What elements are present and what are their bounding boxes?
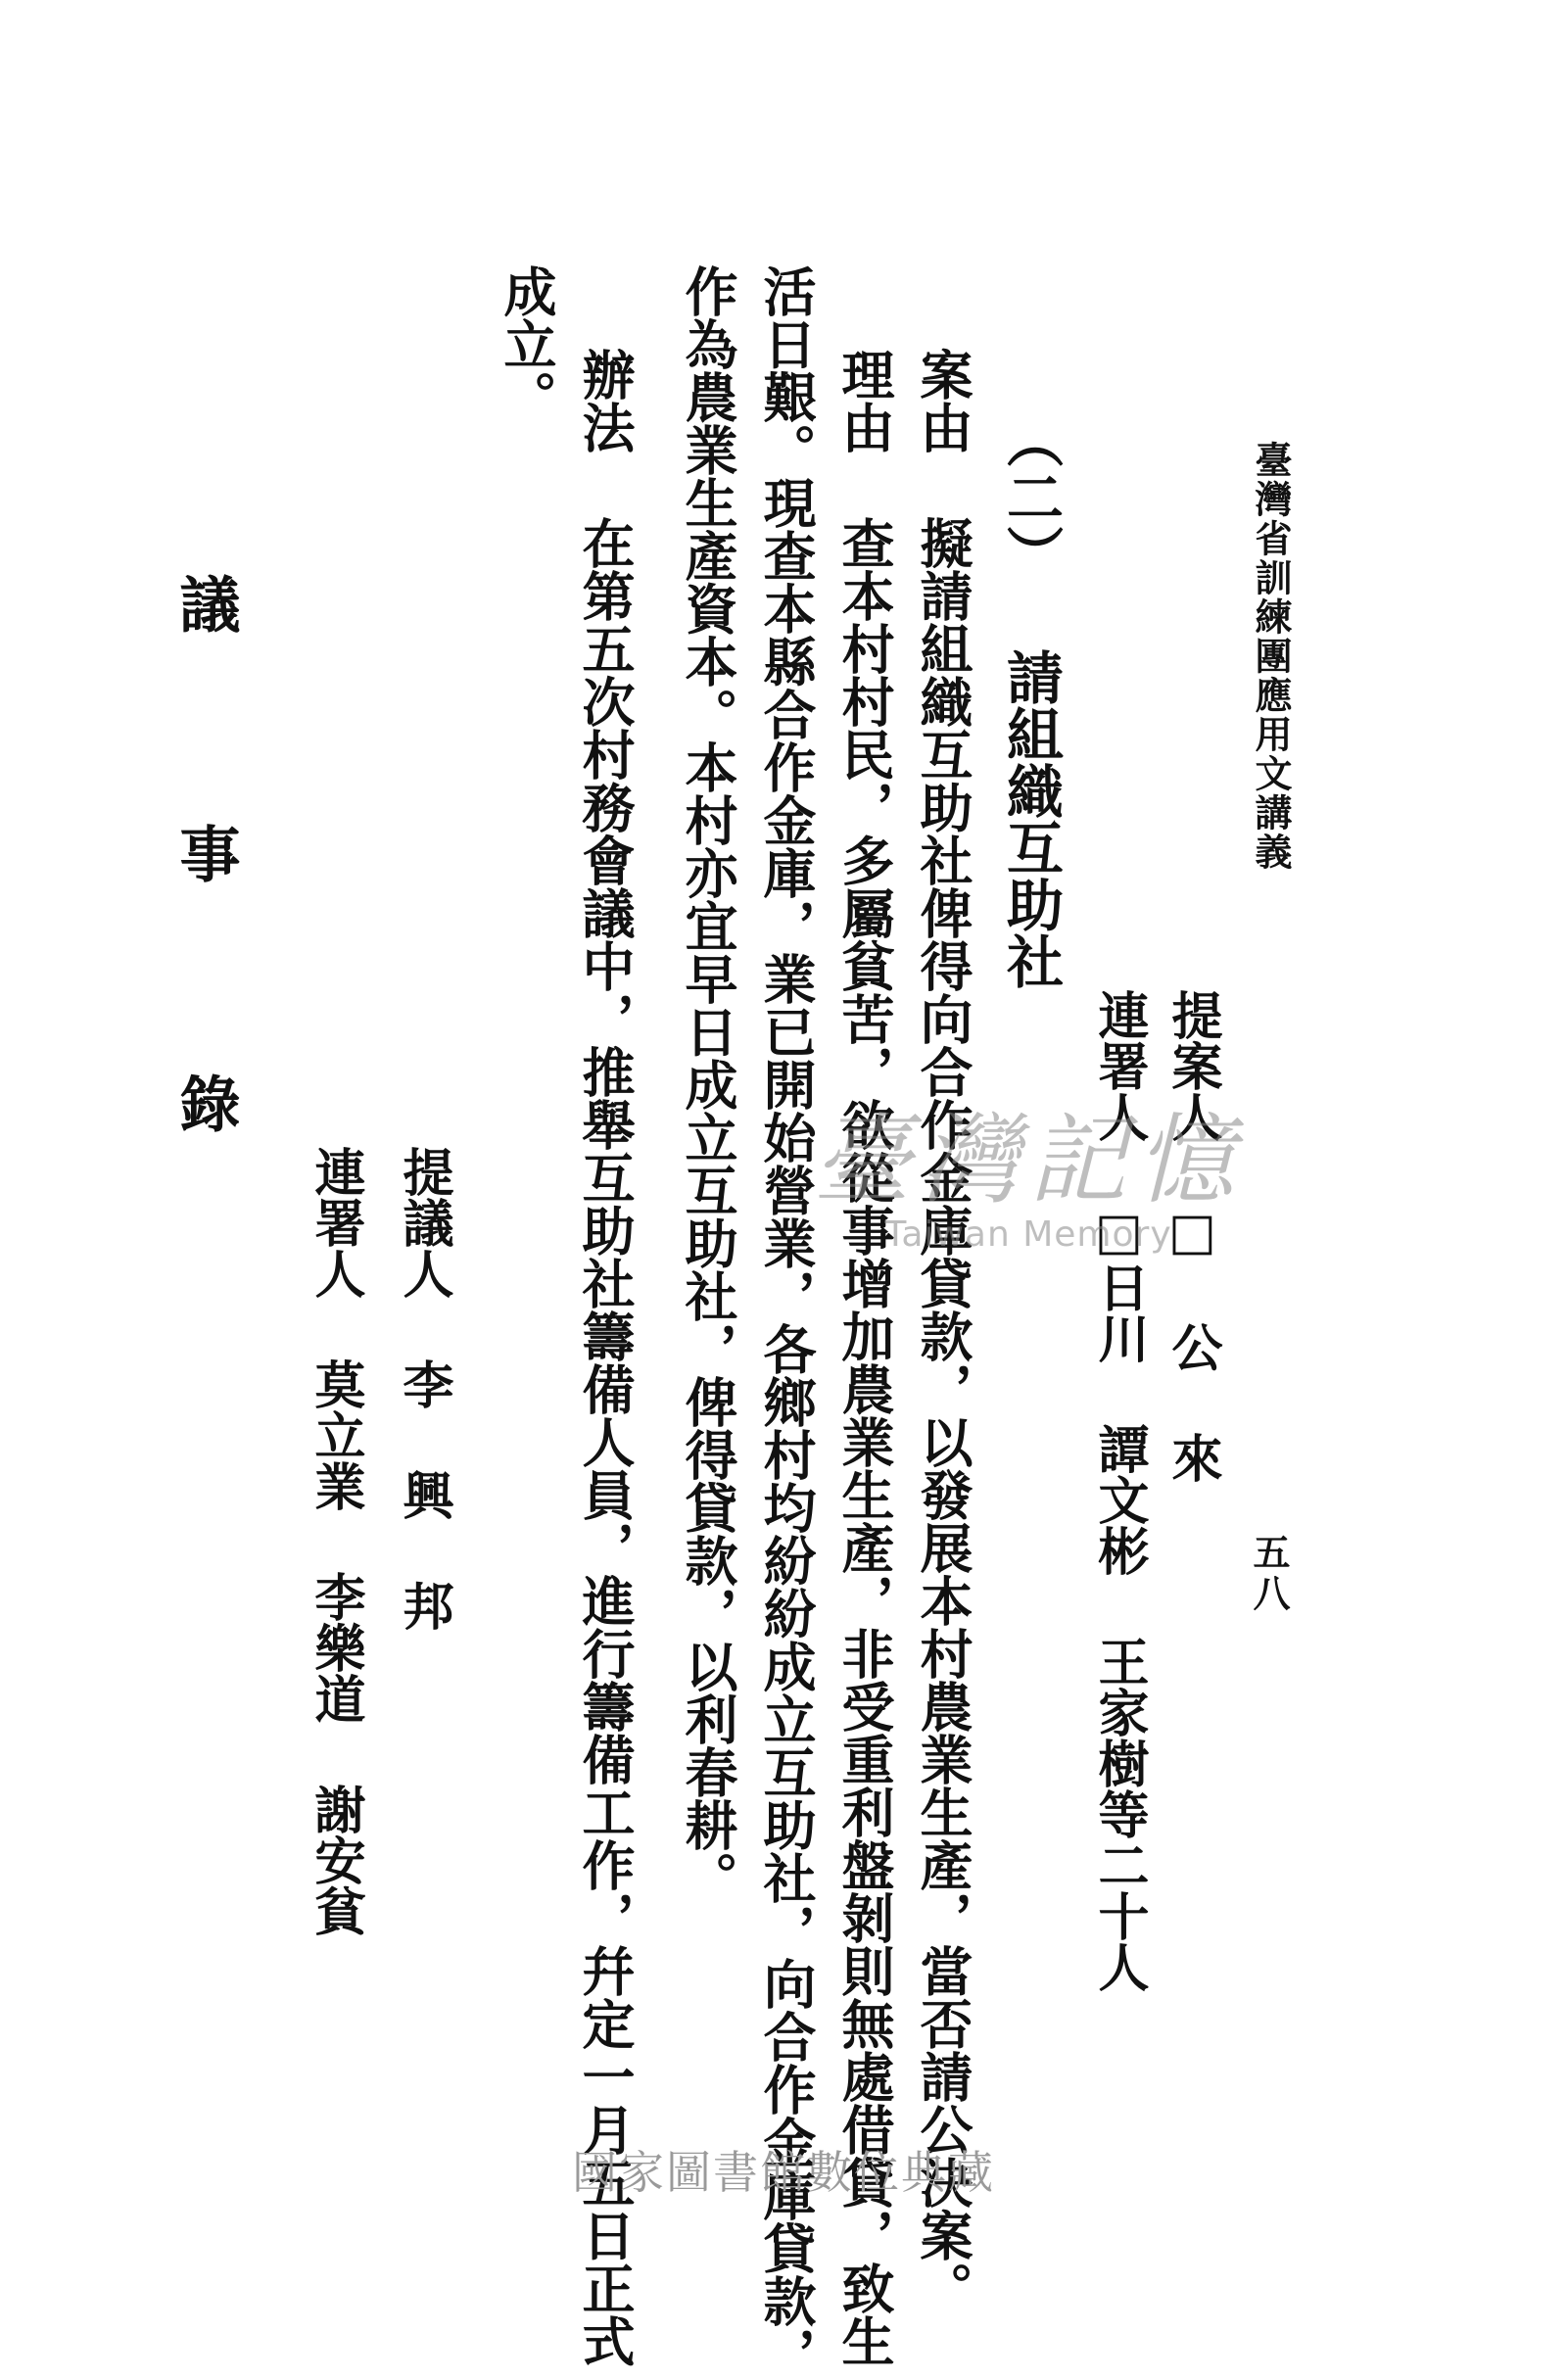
motion-case-line: 案由 擬請組織互助社俾得向合作金庫貸款，以發展本村農業生產，當否請公決案。 xyxy=(912,348,974,2314)
motion-proposer-line: 提議人 李 興 邦 xyxy=(394,1146,453,1631)
section-title: 議 事 錄 xyxy=(169,573,241,1192)
motion-reason-line: 理由 查本村村民，多屬貧苦，欲從事增加農業生產，非受重利盤剝則無處借貸，致生 xyxy=(833,348,896,2367)
motion-reason-line: 作為農業生產資本。本村亦宜早日成立互助社，俾得貸款，以利春耕。 xyxy=(677,264,739,1904)
motion-cosigners-line: 連署人 莫立業 李樂道 謝安貧 xyxy=(306,1146,365,1936)
header-title: 臺灣省訓練團應用文講義 xyxy=(1249,441,1293,872)
motion-method-line: 成立。 xyxy=(496,264,558,423)
footer-credit: 國家圖書館數位典藏 xyxy=(572,2146,995,2199)
motion-method-line: 辦法 在第五次村務會議中，推舉互助社籌備人員，進行籌備工作，幷定一月五日正式 xyxy=(574,348,637,2367)
page-number: 五八 xyxy=(1247,1533,1291,1615)
prev-proposer-line: 提案人 □ 公 來 xyxy=(1163,989,1222,1483)
prev-cosigners-line: 連署人 □日川 譚文彬 王家樹等二十人 xyxy=(1089,989,1149,1992)
watermark-cn: 臺灣記憶 xyxy=(813,1103,1244,1217)
motion-reason-line: 活日艱。現查本縣合作金庫，業已開始營業，各鄉村均紛紛成立互助社，向合作金庫貸款， xyxy=(755,264,818,2380)
motion-heading: （二） 請組織互助社 xyxy=(997,411,1064,989)
watermark-en: Taiwan Memory xyxy=(884,1214,1172,1255)
watermark xyxy=(774,1097,1283,1303)
